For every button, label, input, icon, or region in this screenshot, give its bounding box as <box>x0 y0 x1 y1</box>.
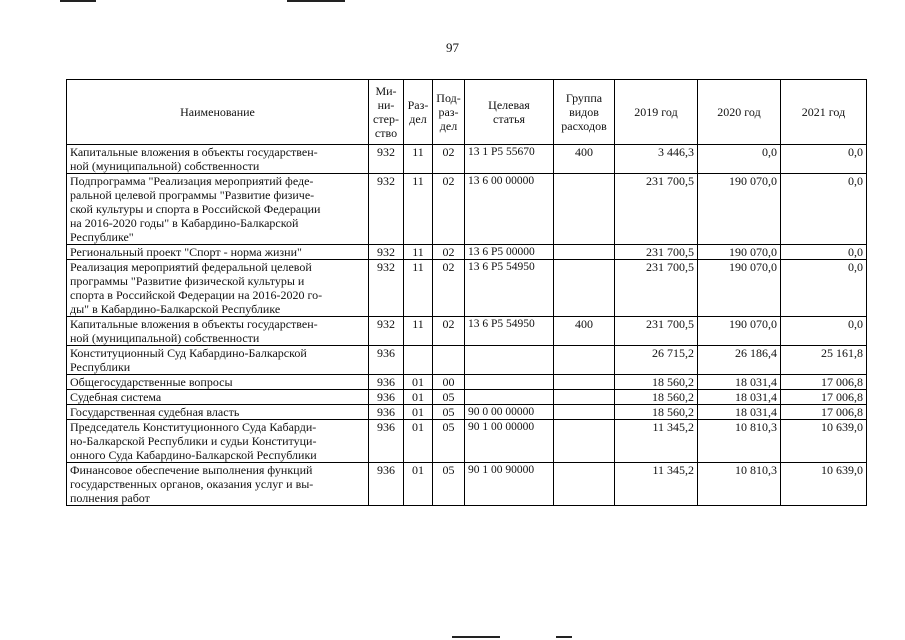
cell-2021: 0,0 <box>781 245 867 260</box>
header-row <box>67 80 867 145</box>
cell-ministry: 932 <box>369 260 404 317</box>
scan-artifact-top-left <box>60 0 96 2</box>
cell-target-article <box>465 346 554 375</box>
cell-subsection: 05 <box>433 420 465 463</box>
header-ministry: Ми- ни- стер- ство <box>369 80 404 145</box>
cell-2019: 18 560,2 <box>615 390 698 405</box>
cell-section: 11 <box>404 245 433 260</box>
cell-target-article <box>465 390 554 405</box>
header-target-article: Целевая статья <box>465 80 554 145</box>
cell-expense-group <box>554 375 615 390</box>
header-2019: 2019 год <box>615 80 698 145</box>
cell-subsection: 05 <box>433 405 465 420</box>
cell-2020: 10 810,3 <box>698 463 781 506</box>
cell-2021: 0,0 <box>781 260 867 317</box>
cell-expense-group: 400 <box>554 317 615 346</box>
cell-ministry: 936 <box>369 405 404 420</box>
cell-target-article: 13 1 P5 55670 <box>465 145 554 174</box>
table-row <box>67 463 867 506</box>
cell-2021: 17 006,8 <box>781 375 867 390</box>
cell-2019: 3 446,3 <box>615 145 698 174</box>
cell-target-article <box>465 375 554 390</box>
cell-subsection <box>433 346 465 375</box>
cell-section: 11 <box>404 174 433 245</box>
cell-ministry: 932 <box>369 145 404 174</box>
cell-ministry: 936 <box>369 375 404 390</box>
cell-section: 01 <box>404 463 433 506</box>
cell-2021: 0,0 <box>781 174 867 245</box>
table-row <box>67 174 867 245</box>
cell-name: Председатель Конституционного Суда Кабарди- но-Балкарской Республики и судьи Конституци- онного Суда Кабардино-Балкарской Республики <box>67 420 369 463</box>
header-section: Раз- дел <box>404 80 433 145</box>
cell-expense-group: 400 <box>554 145 615 174</box>
cell-expense-group <box>554 420 615 463</box>
cell-2021: 17 006,8 <box>781 405 867 420</box>
cell-target-article: 90 0 00 00000 <box>465 405 554 420</box>
cell-name: Капитальные вложения в объекты государствен- ной (муниципальной) собственности <box>67 317 369 346</box>
cell-target-article: 13 6 P5 00000 <box>465 245 554 260</box>
cell-subsection: 02 <box>433 317 465 346</box>
cell-2021: 25 161,8 <box>781 346 867 375</box>
cell-2021: 10 639,0 <box>781 420 867 463</box>
budget-table <box>66 79 867 506</box>
cell-2021: 17 006,8 <box>781 390 867 405</box>
cell-2020: 190 070,0 <box>698 174 781 245</box>
cell-name: Реализация мероприятий федеральной целевой программы "Развитие физической культуры и спорта в Российской Федерации на 2016-2020 го- ды" в Кабардино-Балкарской Республике <box>67 260 369 317</box>
cell-subsection: 05 <box>433 463 465 506</box>
cell-name: Судебная система <box>67 390 369 405</box>
cell-2021: 0,0 <box>781 317 867 346</box>
cell-2019: 231 700,5 <box>615 317 698 346</box>
table-row <box>67 405 867 420</box>
cell-ministry: 936 <box>369 420 404 463</box>
cell-subsection: 00 <box>433 375 465 390</box>
cell-name: Региональный проект "Спорт - норма жизни" <box>67 245 369 260</box>
cell-subsection: 02 <box>433 145 465 174</box>
cell-section: 01 <box>404 390 433 405</box>
cell-expense-group <box>554 245 615 260</box>
header-expense-group: Группа видов расходов <box>554 80 615 145</box>
cell-section: 11 <box>404 145 433 174</box>
table-row <box>67 420 867 463</box>
table-row <box>67 317 867 346</box>
table-row <box>67 245 867 260</box>
cell-2019: 231 700,5 <box>615 245 698 260</box>
cell-expense-group <box>554 463 615 506</box>
cell-ministry: 936 <box>369 390 404 405</box>
cell-ministry: 932 <box>369 317 404 346</box>
cell-2021: 0,0 <box>781 145 867 174</box>
cell-subsection: 02 <box>433 174 465 245</box>
cell-2019: 231 700,5 <box>615 174 698 245</box>
cell-2020: 10 810,3 <box>698 420 781 463</box>
cell-target-article: 13 6 P5 54950 <box>465 317 554 346</box>
cell-name: Общегосударственные вопросы <box>67 375 369 390</box>
table-row <box>67 145 867 174</box>
cell-ministry: 932 <box>369 245 404 260</box>
scan-artifact-top-right <box>287 0 345 2</box>
cell-subsection: 05 <box>433 390 465 405</box>
cell-section: 11 <box>404 317 433 346</box>
cell-2019: 231 700,5 <box>615 260 698 317</box>
cell-2019: 18 560,2 <box>615 375 698 390</box>
cell-2020: 190 070,0 <box>698 245 781 260</box>
header-2021: 2021 год <box>781 80 867 145</box>
cell-2020: 18 031,4 <box>698 390 781 405</box>
cell-2020: 26 186,4 <box>698 346 781 375</box>
header-2020: 2020 год <box>698 80 781 145</box>
cell-subsection: 02 <box>433 260 465 317</box>
cell-subsection: 02 <box>433 245 465 260</box>
cell-ministry: 932 <box>369 174 404 245</box>
cell-section: 01 <box>404 420 433 463</box>
table-row <box>67 375 867 390</box>
cell-name: Подпрограмма "Реализация мероприятий феде- ральной целевой программы "Развитие физиче- ской культуры и спорта в Российской Федерации на 2016-2020 годы" в Кабардино-Балкарской Республике" <box>67 174 369 245</box>
cell-2019: 11 345,2 <box>615 420 698 463</box>
table-row <box>67 260 867 317</box>
cell-section: 11 <box>404 260 433 317</box>
page-number: 97 <box>446 40 459 55</box>
scan-artifact-bottom-left <box>452 636 500 638</box>
cell-target-article: 13 6 00 00000 <box>465 174 554 245</box>
cell-target-article: 13 6 P5 54950 <box>465 260 554 317</box>
cell-2019: 26 715,2 <box>615 346 698 375</box>
cell-expense-group <box>554 260 615 317</box>
cell-2020: 190 070,0 <box>698 317 781 346</box>
cell-name: Капитальные вложения в объекты государствен- ной (муниципальной) собственности <box>67 145 369 174</box>
table-row <box>67 390 867 405</box>
cell-ministry: 936 <box>369 463 404 506</box>
cell-expense-group <box>554 390 615 405</box>
cell-name: Финансовое обеспечение выполнения функций государственных органов, оказания услуг и вы- полнения работ <box>67 463 369 506</box>
header-subsection: Под- раз- дел <box>433 80 465 145</box>
cell-2020: 0,0 <box>698 145 781 174</box>
header-name: Наименование <box>67 80 369 145</box>
cell-name: Конституционный Суд Кабардино-Балкарской Республики <box>67 346 369 375</box>
cell-section: 01 <box>404 405 433 420</box>
cell-expense-group <box>554 346 615 375</box>
cell-ministry: 936 <box>369 346 404 375</box>
cell-2019: 11 345,2 <box>615 463 698 506</box>
scan-artifact-bottom-right <box>556 636 572 638</box>
cell-2019: 18 560,2 <box>615 405 698 420</box>
cell-2020: 18 031,4 <box>698 375 781 390</box>
cell-target-article: 90 1 00 90000 <box>465 463 554 506</box>
cell-name: Государственная судебная власть <box>67 405 369 420</box>
cell-target-article: 90 1 00 00000 <box>465 420 554 463</box>
cell-expense-group <box>554 405 615 420</box>
table-row <box>67 346 867 375</box>
cell-2021: 10 639,0 <box>781 463 867 506</box>
cell-2020: 190 070,0 <box>698 260 781 317</box>
cell-2020: 18 031,4 <box>698 405 781 420</box>
cell-expense-group <box>554 174 615 245</box>
cell-section <box>404 346 433 375</box>
cell-section: 01 <box>404 375 433 390</box>
